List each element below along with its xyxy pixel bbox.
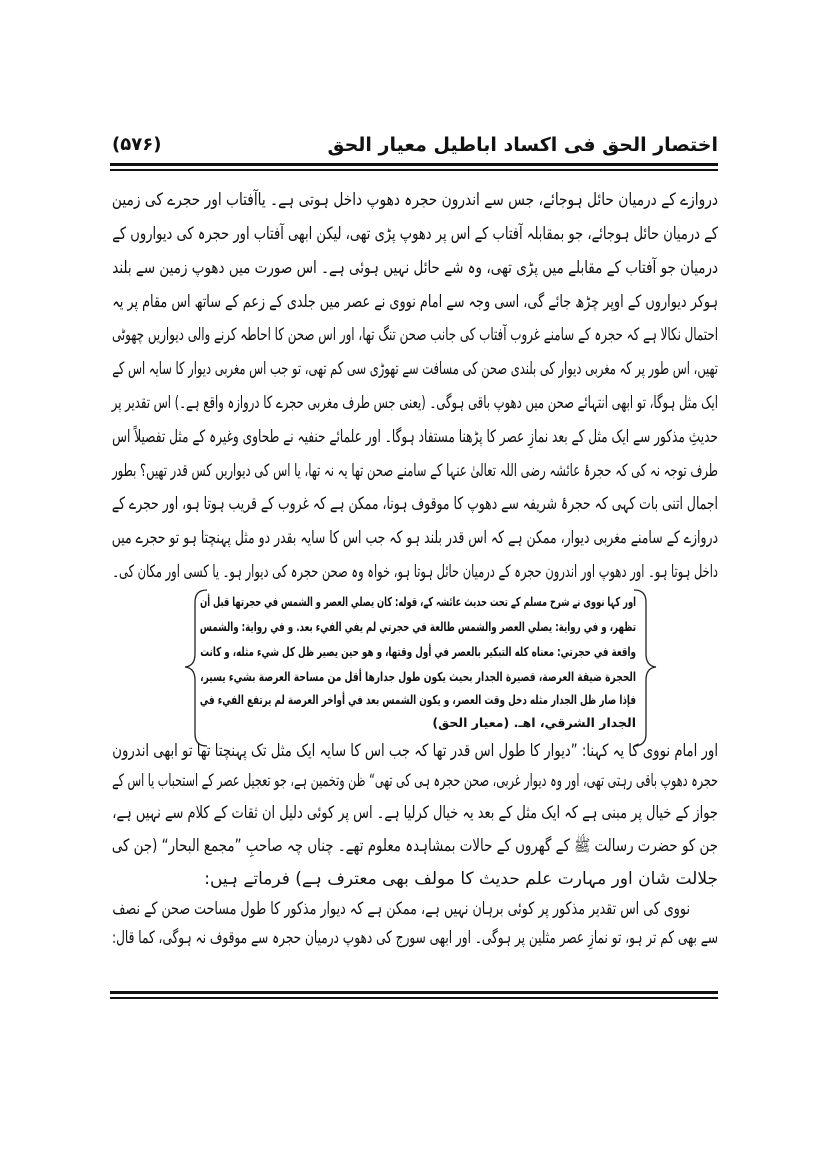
text-line: دروازے کے درمیان حائل ہوجائے، جس سے اندرون حجرہ دھوپ داخل ہوتی ہے۔ یاآفتاب اور حجرے کی زمین <box>111 190 718 210</box>
text-line: دروازے کے سامنے مغربی دیوار، ممکن ہے کہ اس قدر بلند ہو کہ جب اس کا سایہ بقدر دو مثل پہنچتا ہو تو حجرے میں <box>111 528 719 548</box>
text-line: جلالت شان اور مہارت علم حدیث کا مولف بھی معترف ہے) فرماتے ہیں: <box>204 869 718 889</box>
header-rule-thin <box>110 169 718 171</box>
quote-line: فإذا صار ظل الجدار مثله دخل وقت العصر، و يكون الشمس بعد في أواخر العرصة لم يرتفع الفيء في <box>199 692 636 707</box>
header-rule-thick <box>110 163 718 166</box>
text-line: جواز کے خیال پر مبنی ہے کہ ایک مثل کے بعد یہ خیال کرلیا ہے۔ اس پر کوئی دلیل ان ثقات کے کلام سے نہیں ہے، <box>112 803 718 823</box>
quote-line: الحجرة ضيقة العرصة، قصيرة الجدار بحيث يكون طول جدارها أقل من مساحة العرصة بشيء يسير، <box>200 669 636 684</box>
text-line: اور امام نووی کا یہ کہنا: ”دیوار کا طول اس قدر تھا کہ جب اس کا سایہ ایک مثل تک پہنچتا تھا تو ابھی اندرون <box>112 741 718 761</box>
text-line: کے درمیان حائل ہوجائے، جو بمقابلہ آفتاب کے اس پر دھوپ پڑی تھی، لیکن ابھی آفتاب اور حجرہ کی دیواروں کے <box>112 224 718 244</box>
text-line: درمیان جو آفتاب کے مقابلے میں پڑی تھی، وہ شے حائل نہیں ہوئی ہے۔ اس صورت میں دھوپ زمین سے بلند <box>112 258 719 278</box>
text-line: داخل ہوتا ہو۔ اور دھوپ اور اندرون حجرہ کے درمیان حائل ہوتا ہو، خواہ وہ صحن حجرہ کی دیوار ہو۔ یا کسی اور مکان کی۔ <box>112 562 718 582</box>
text-line: سے بھی کم تر ہو، تو نمازِ عصر مثلین پر ہوگی۔ اور ابھی سورج کی دھوپ درمیان حجرہ سے موقوف نہ ہوگی، کما قال: <box>112 928 718 948</box>
text-line: حدیثِ مذکور سے ایک مثل کے بعد نمازِ عصر کا پڑھنا مستفاد ہوگا۔ اور علمائے حنفیہ نے طحاوی وغیرہ کے مثل تفصیلاً اس <box>112 427 719 447</box>
text-line: نووی کی اس تقدیر مذکور پر کوئی برہان نہیں ہے، ممکن ہے کہ دیوار مذکور کا طول مساحت صحن کے نصف <box>112 899 690 919</box>
quote-line: الجدار الشرقي، اهـ. (معیار الحق) <box>432 715 636 730</box>
text-line: تھیں، اس طور پر کہ مغربی دیوار کی بلندی صحن کی مسافت سے تھوڑی سی کم تھی، تو جب اس مغربی دیوار کا سایہ اس کے <box>112 359 719 379</box>
text-line: طرف توجہ نہ کی کہ حجرۂ عائشہ رضی اللہ تعالیٰ عنہا کے سامنے صحن تھا یہ نہ تھا، یا اس کی دیواریں کس قدر تھیں؟ بطور <box>112 461 718 481</box>
footer-rule-thin <box>110 997 718 999</box>
quote-line: واقعة في حجرتي: معناه كله التبكير بالعصر في أول وقتها، و هو حين يصير ظل كل شيء مثله، و كانت <box>200 644 637 659</box>
text-line: ہوکر دیواروں کے اوپر چڑھ جائے گی، اسی وجہ سے امام نووی نے عصر میں جلدی کے زعم کے ساتھ اس مقام پر یہ <box>112 292 718 312</box>
text-line: جن کو حضرت رسالت ﷺ کے گھروں کے حالات بمشاہدہ معلوم تھے۔ چناں چہ صاحبِ ”مجمع البحار“ (جن کی <box>111 836 718 856</box>
text-line: حجرہ دھوپ باقی رہتی تھی، اور وہ دیوار غربی، صحن حجرہ ہی کی تھی“ ظن وتخمین ہے، جو تعجیل عصر کے استحباب یا اس کے <box>112 771 718 791</box>
book-title: اختصار الحق فی اکساد اباطیل معیار الحق <box>327 134 718 156</box>
text-line: ایک مثل ہوگا، تو ابھی انتہائے صحن میں دھوپ باقی ہوگی۔ (یعنی جس طرف مغربی حجرے کا دروازہ واقع ہے۔) اس تقدیر پر <box>111 393 718 413</box>
text-line: اجمال اتنی بات کہی کہ حجرۂ شریفہ سے دھوپ کا موقوف ہونا، ممکن ہے کہ غروب کے قریب ہوتا ہو، اور حجرے کے <box>111 494 718 514</box>
text-line: احتمال نکالا ہے کہ حجرہ کے سامنے غروب آفتاب کی جانب صحن تنگ تھا، اور اس صحن کا احاطہ کرنے والی دیواریں چھوٹی <box>111 325 719 345</box>
quote-line: اور کہا نووی نے شرح مسلم کے تحت حدیث عائشہ کے، قوله: كان يصلي العصر و الشمس في حجرتها قبل أن <box>200 594 636 609</box>
footer-rule-thick <box>110 991 718 994</box>
quote-line: تظهر، و في رواية: يصلي العصر والشمس طالعة في حجرتي لم يفي الفيء بعد. و في رواية: والشمس <box>199 619 637 634</box>
page-number: (۵۷۶) <box>112 134 162 155</box>
